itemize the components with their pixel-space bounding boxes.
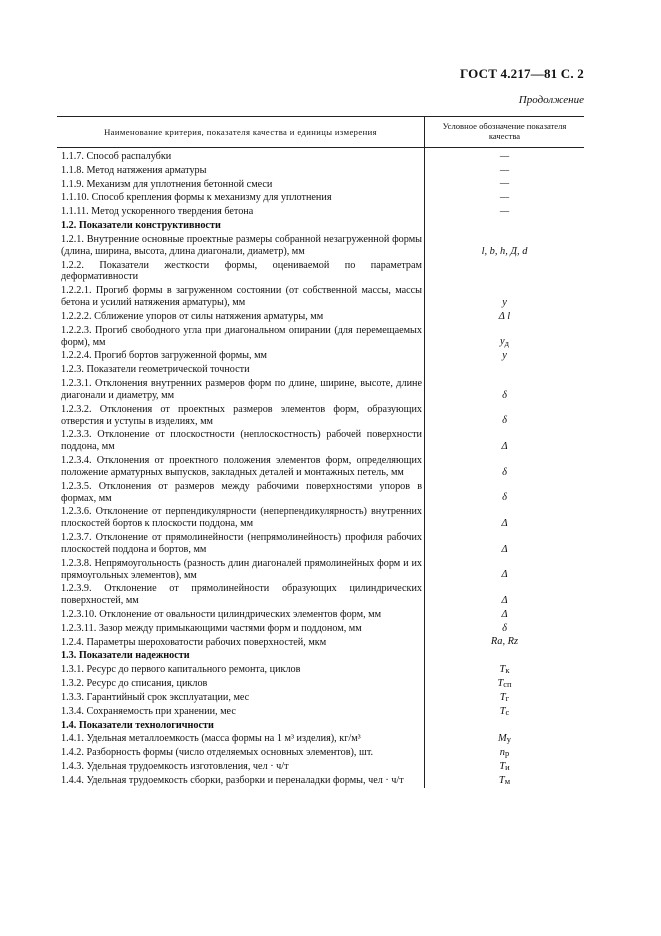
- criterion-name: 1.2.3.4. Отклонения от проектного положения элементов форм, определяющих положение арматурных выпусков, закладных деталей и монтажных петель, мм: [57, 454, 425, 480]
- table-row: [57, 760, 584, 774]
- symbol-cell: [425, 719, 584, 733]
- symbol: T: [497, 677, 504, 689]
- symbol-cell: [425, 622, 584, 636]
- table-row: [57, 691, 584, 705]
- symbol-cell: [425, 349, 584, 363]
- symbol: n: [499, 747, 505, 759]
- table-row: [57, 164, 584, 178]
- symbol-cell: [425, 636, 584, 650]
- criterion-name: 1.3.1. Ресурс до первого капитального ремонта, циклов: [57, 663, 425, 677]
- symbol: T: [499, 760, 506, 772]
- criterion-name: 1.2.3.8. Непрямоугольность (разность длин диагоналей прямолинейных форм и их прямоугольных элементов), мм: [57, 557, 425, 583]
- symbol-cell: [425, 164, 584, 178]
- criterion-name: 1.1.10. Способ крепления формы к механизму для уплотнения: [57, 191, 425, 205]
- symbol-subscript: и: [505, 762, 510, 773]
- table-row: [57, 363, 584, 377]
- symbol: T: [499, 705, 506, 717]
- symbol-cell: [425, 582, 584, 608]
- criterion-name: 1.3. Показатели надежности: [57, 649, 425, 663]
- symbol-cell: [425, 774, 584, 788]
- table-row: [57, 259, 584, 285]
- symbol: Δ: [501, 569, 508, 581]
- table-header: [57, 116, 584, 148]
- criterion-name: 1.4.3. Удельная трудоемкость изготовления, чел · ч/т: [57, 760, 425, 774]
- table-row: [57, 349, 584, 363]
- criterion-name: 1.2.3.7. Отклонение от прямолинейности (непрямолинейность) профиля рабочих плоскостей поддона и бортов, мм: [57, 531, 425, 557]
- criterion-name: 1.1.7. Способ распалубки: [57, 148, 425, 164]
- criterion-name: 1.2.3.9. Отклонение от прямолинейности образующих цилиндрических поверхностей, мм: [57, 582, 425, 608]
- symbol-cell: [425, 480, 584, 506]
- criterion-name: 1.2.3.10. Отклонение от овальности цилиндрических элементов форм, мм: [57, 608, 425, 622]
- symbol: —: [499, 192, 510, 204]
- criterion-name: 1.2. Показатели конструктивности: [57, 219, 425, 233]
- symbol: Ra, Rz: [490, 636, 519, 648]
- symbol-cell: [425, 233, 584, 259]
- criterion-name: 1.2.3.6. Отклонение от перпендикулярности (неперпендикулярность) внутренних плоскостей бортов к плоскости поддона, мм: [57, 505, 425, 531]
- symbol-subscript: у: [506, 734, 511, 745]
- symbol-cell: [425, 531, 584, 557]
- symbol-cell: [425, 557, 584, 583]
- table-row: [57, 178, 584, 192]
- table-row: [57, 324, 584, 350]
- symbol-cell: [425, 310, 584, 324]
- symbol: Δ: [501, 517, 508, 529]
- symbol-subscript: д: [504, 337, 509, 348]
- symbol-cell: [425, 377, 584, 403]
- table-body: [57, 148, 584, 788]
- criterion-name: 1.2.2.4. Прогиб бортов загруженной формы, мм: [57, 349, 425, 363]
- symbol: —: [499, 164, 510, 176]
- symbol: δ: [502, 415, 507, 427]
- criterion-name: 1.4.1. Удельная металлоемкость (масса формы на 1 м³ изделия), кг/м³: [57, 732, 425, 746]
- table-row: [57, 677, 584, 691]
- column-header-name: Наименование критерия, показателя качества и единицы измерения: [57, 117, 425, 147]
- symbol-cell: [425, 178, 584, 192]
- symbol-cell: [425, 663, 584, 677]
- criteria-table: [57, 116, 584, 788]
- symbol-cell: [425, 205, 584, 219]
- symbol: l, b, h, Д, d: [481, 245, 528, 257]
- symbol: Δ: [501, 440, 508, 452]
- section-heading-row: [57, 219, 584, 233]
- symbol-subscript: г: [505, 692, 510, 703]
- criterion-name: 1.2.3.11. Зазор между примыкающими частями форм и поддоном, мм: [57, 622, 425, 636]
- table-row: [57, 732, 584, 746]
- symbol-cell: [425, 363, 584, 377]
- symbol-subscript: с: [505, 706, 510, 717]
- symbol: y: [502, 350, 507, 362]
- symbol: Δ l: [498, 310, 511, 322]
- symbol-cell: [425, 732, 584, 746]
- criterion-name: 1.1.8. Метод натяжения арматуры: [57, 164, 425, 178]
- table-row: [57, 505, 584, 531]
- table-row: [57, 705, 584, 719]
- table-row: [57, 191, 584, 205]
- table-row: [57, 454, 584, 480]
- criterion-name: 1.2.2.2. Сближение упоров от силы натяжения арматуры, мм: [57, 310, 425, 324]
- symbol-cell: [425, 608, 584, 622]
- table-row: [57, 205, 584, 219]
- criterion-name: 1.1.9. Механизм для уплотнения бетонной смеси: [57, 178, 425, 192]
- table-row: [57, 310, 584, 324]
- symbol-cell: [425, 324, 584, 350]
- symbol: δ: [502, 389, 507, 401]
- table-row: [57, 377, 584, 403]
- symbol: Δ: [501, 594, 508, 606]
- symbol-cell: [425, 428, 584, 454]
- section-heading-row: [57, 719, 584, 733]
- symbol: δ: [502, 622, 507, 634]
- table-row: [57, 557, 584, 583]
- symbol-cell: [425, 505, 584, 531]
- criterion-name: 1.2.4. Параметры шероховатости рабочих поверхностей, мкм: [57, 636, 425, 650]
- section-heading-row: [57, 649, 584, 663]
- criterion-name: 1.3.3. Гарантийный срок эксплуатации, мес: [57, 691, 425, 705]
- column-header-symbol: Условное обозначение показателя качества: [442, 121, 567, 141]
- symbol: —: [499, 150, 510, 162]
- criterion-name: 1.2.3.5. Отклонения от размеров между рабочими поверхностями упоров в формах, мм: [57, 480, 425, 506]
- criterion-name: 1.2.1. Внутренние основные проектные размеры собранной незагруженной формы (длина, ширина, высота, длина диагонали, диаметр), мм: [57, 233, 425, 259]
- symbol: T: [498, 774, 505, 786]
- symbol-cell: [425, 691, 584, 705]
- criterion-name: 1.2.2.3. Прогиб свободного угла при диагональном опирании (для перемещаемых форм), мм: [57, 324, 425, 350]
- table-row: [57, 622, 584, 636]
- criterion-name: 1.4.2. Разборность формы (число отделяемых основных элементов), шт.: [57, 746, 425, 760]
- criterion-name: 1.3.2. Ресурс до списания, циклов: [57, 677, 425, 691]
- criterion-name: 1.4.4. Удельная трудоемкость сборки, разборки и переналадки формы, чел · ч/т: [57, 774, 425, 788]
- table-row: [57, 284, 584, 310]
- symbol: δ: [502, 492, 507, 504]
- symbol: —: [499, 206, 510, 218]
- table-row: [57, 531, 584, 557]
- symbol: y: [502, 296, 507, 308]
- symbol: Δ: [501, 608, 508, 620]
- symbol-cell: [425, 760, 584, 774]
- symbol: —: [499, 178, 510, 190]
- table-row: [57, 774, 584, 788]
- symbol: T: [499, 691, 506, 703]
- table-row: [57, 148, 584, 164]
- symbol-cell: [425, 454, 584, 480]
- symbol-cell: [425, 191, 584, 205]
- symbol: δ: [502, 466, 507, 478]
- symbol-cell: [425, 649, 584, 663]
- symbol-cell: [425, 284, 584, 310]
- table-row: [57, 428, 584, 454]
- symbol-cell: [425, 219, 584, 233]
- table-row: [57, 403, 584, 429]
- page-header: ГОСТ 4.217—81 С. 2: [459, 66, 584, 81]
- symbol-subscript: м: [504, 775, 511, 786]
- table-row: [57, 608, 584, 622]
- symbol-subscript: р: [504, 748, 510, 759]
- symbol: y: [500, 336, 505, 348]
- criterion-name: 1.3.4. Сохраняемость при хранении, мес: [57, 705, 425, 719]
- symbol-cell: [425, 148, 584, 164]
- table-row: [57, 636, 584, 650]
- table-row: [57, 480, 584, 506]
- table-row: [57, 746, 584, 760]
- criterion-name: 1.2.3. Показатели геометрической точности: [57, 363, 425, 377]
- criterion-name: 1.2.2.1. Прогиб формы в загруженном состоянии (от собственной массы, массы бетона и усилий натяжения арматуры), мм: [57, 284, 425, 310]
- table-row: [57, 663, 584, 677]
- symbol-cell: [425, 705, 584, 719]
- symbol-cell: [425, 746, 584, 760]
- symbol: T: [499, 664, 506, 676]
- table-row: [57, 233, 584, 259]
- symbol: M: [498, 733, 507, 745]
- criterion-name: 1.4. Показатели технологичности: [57, 719, 425, 733]
- criterion-name: 1.2.3.3. Отклонение от плоскостности (неплоскостность) рабочей поверхности поддона, мм: [57, 428, 425, 454]
- symbol: Δ: [501, 543, 508, 555]
- criterion-name: 1.1.11. Метод ускоренного твердения бетона: [57, 205, 425, 219]
- symbol-cell: [425, 403, 584, 429]
- symbol-subscript: к: [505, 665, 510, 676]
- criterion-name: 1.2.3.1. Отклонения внутренних размеров форм по длине, ширине, высоте, длине диагонали и диаметру, мм: [57, 377, 425, 403]
- symbol-cell: [425, 677, 584, 691]
- criterion-name: 1.2.3.2. Отклонения от проектных размеров элементов форм, образующих отверстия и уступы в изделиях, мм: [57, 403, 425, 429]
- symbol-subscript: сп: [503, 679, 512, 690]
- criterion-name: 1.2.2. Показатели жесткости формы, оцениваемой по параметрам деформативности: [57, 259, 425, 285]
- table-row: [57, 582, 584, 608]
- symbol-cell: [425, 259, 584, 285]
- continuation-label: Продолжение: [518, 94, 584, 106]
